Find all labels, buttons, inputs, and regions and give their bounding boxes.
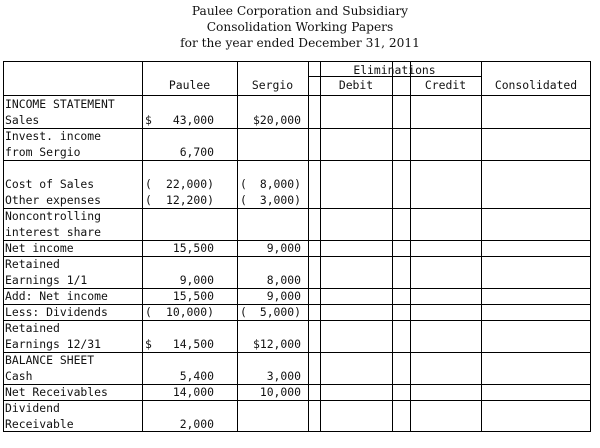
column-rule-6 <box>410 61 411 432</box>
paulee-amount: 14,500 <box>172 337 214 351</box>
column-rule-1 <box>142 61 143 432</box>
paulee-amount: 43,000 <box>172 113 214 127</box>
paulee-amount: 12,200) <box>165 193 214 207</box>
sergio-amount: 9,000 <box>266 289 301 303</box>
row-label: Noncontrolling <box>5 209 102 223</box>
row-label: from Sergio <box>5 145 81 159</box>
sergio-amount: 3,000) <box>259 193 301 207</box>
sergio-amount: 10,000 <box>259 385 301 399</box>
working-papers-title: Consolidation Working Papers <box>206 20 394 34</box>
paulee-column-header: Paulee <box>168 78 211 92</box>
row-label: interest share <box>5 225 102 239</box>
row-label: Earnings 12/31 <box>5 337 102 351</box>
column-rule-3 <box>308 61 309 432</box>
paulee-prefix: $ <box>145 337 152 351</box>
column-rule-5 <box>392 61 393 432</box>
row-label: Invest. income <box>5 129 102 143</box>
consolidation-worksheet <box>3 61 591 432</box>
row-label: Less: Dividends <box>5 305 108 319</box>
paulee-prefix: ( <box>145 305 152 319</box>
row-label <box>5 160 142 176</box>
sergio-amount: 8,000 <box>266 273 301 287</box>
paulee-amount: 22,000) <box>165 177 214 191</box>
row-label: Net income <box>5 241 74 255</box>
consolidated-column-header: Consolidated <box>494 78 578 92</box>
row-label: Receivable <box>5 417 74 431</box>
paulee-amount: 15,500 <box>172 289 214 303</box>
paulee-prefix: $ <box>145 113 152 127</box>
paulee-amount: 10,000) <box>165 305 214 319</box>
sergio-prefix: ( <box>240 177 247 191</box>
sergio-amount: 9,000 <box>266 241 301 255</box>
sergio-column-header: Sergio <box>251 78 294 92</box>
row-label: Other expenses <box>5 193 102 207</box>
sergio-amount: 8,000) <box>259 177 301 191</box>
paulee-amount: 9,000 <box>179 273 214 287</box>
sergio-amount: 3,000 <box>266 369 301 383</box>
period-title: for the year ended December 31, 2011 <box>180 36 420 50</box>
paulee-amount: 6,700 <box>179 145 214 159</box>
debit-column-header: Debit <box>338 78 374 92</box>
row-label: BALANCE SHEET <box>5 353 95 367</box>
row-label: Retained <box>5 257 60 271</box>
paulee-prefix: ( <box>145 177 152 191</box>
row-label: Dividend <box>5 401 60 415</box>
paulee-amount: 15,500 <box>172 241 214 255</box>
sergio-prefix: ( <box>240 305 247 319</box>
row-label: Earnings 1/1 <box>5 273 88 287</box>
column-rule-7 <box>481 61 482 432</box>
row-label: Cash <box>5 369 33 383</box>
column-rule-2 <box>237 61 238 432</box>
paulee-amount: 2,000 <box>179 417 214 431</box>
row-label: Cost of Sales <box>5 177 95 191</box>
row-label: Sales <box>5 113 40 127</box>
column-rule-4 <box>320 61 321 432</box>
row-label: Net Receivables <box>5 385 108 399</box>
paulee-amount: 14,000 <box>172 385 214 399</box>
sergio-prefix: ( <box>240 193 247 207</box>
credit-column-header: Credit <box>424 78 467 92</box>
row-label: INCOME STATEMENT <box>5 97 115 111</box>
column-rule-8 <box>590 61 591 432</box>
row-label: Add: Net income <box>5 289 108 303</box>
row-label: Retained <box>5 321 60 335</box>
sergio-amount: $20,000 <box>252 113 301 127</box>
sergio-amount: $12,000 <box>252 337 301 351</box>
document-title-block <box>0 3 600 51</box>
column-rule-0 <box>3 61 4 432</box>
paulee-prefix: ( <box>145 193 152 207</box>
table-border-top <box>3 61 591 62</box>
eliminations-header: Eliminations <box>353 63 436 77</box>
sergio-amount: 5,000) <box>259 305 301 319</box>
company-title: Paulee Corporation and Subsidiary <box>191 4 409 18</box>
paulee-amount: 5,400 <box>179 369 214 383</box>
